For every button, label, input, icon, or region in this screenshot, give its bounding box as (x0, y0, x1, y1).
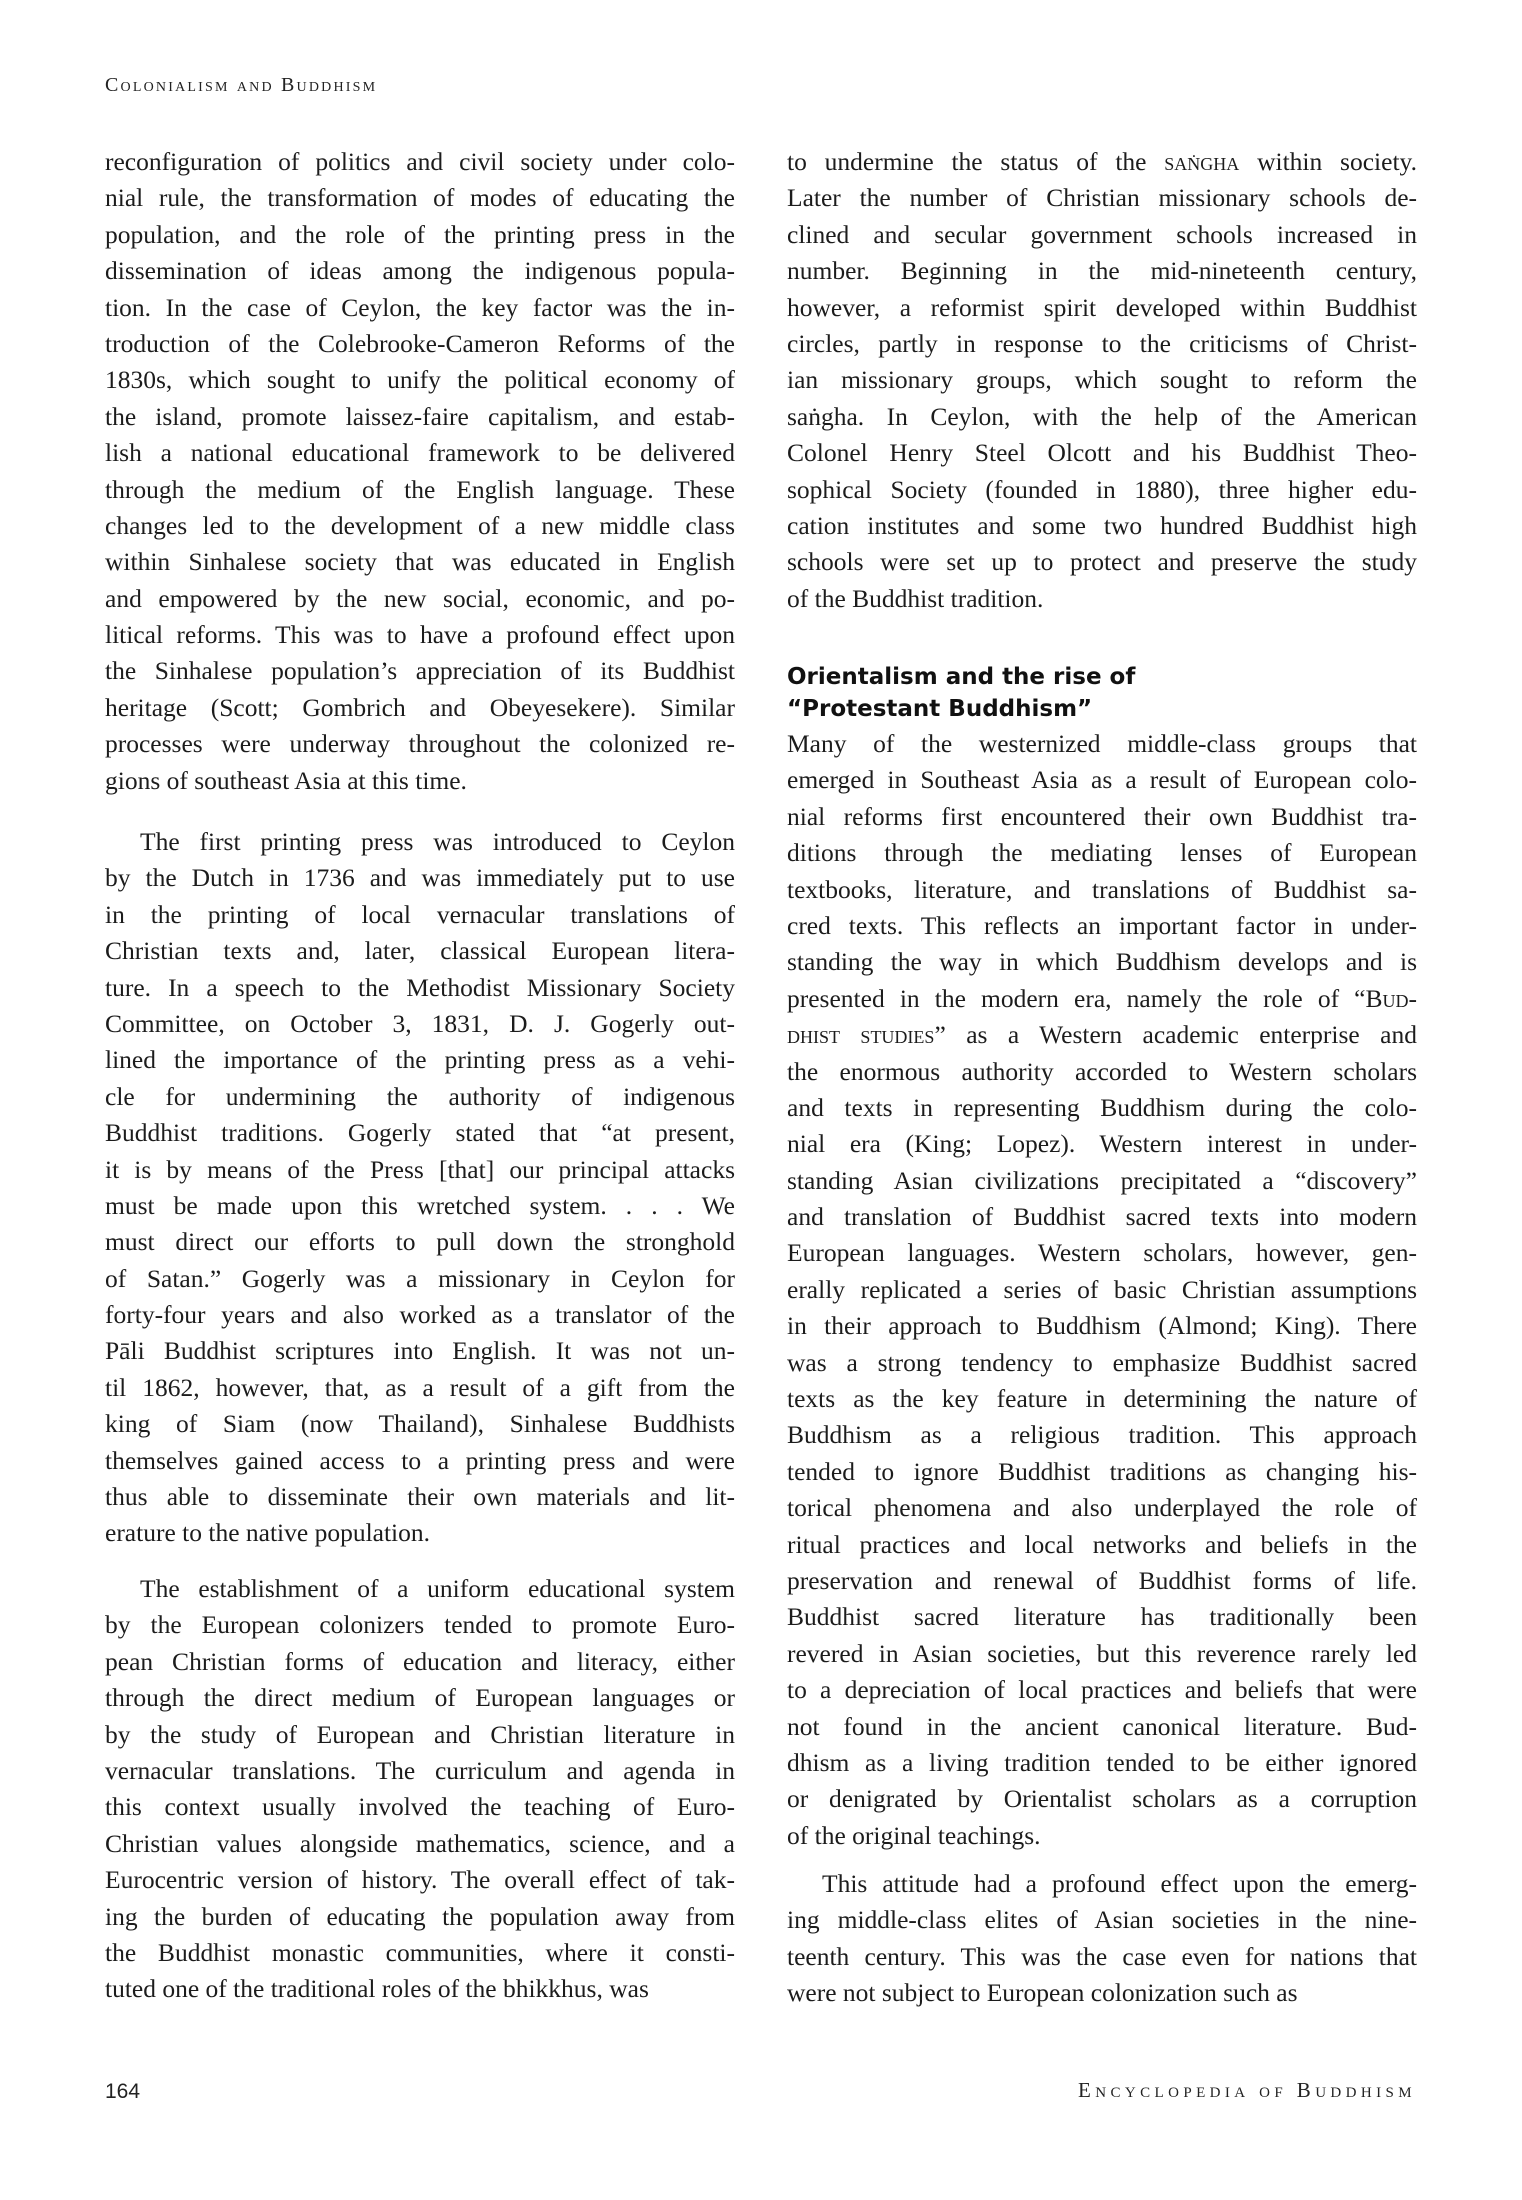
text-line: must be made upon this wretched system. . . . We (105, 1190, 735, 1220)
text-line: heritage (Scott; Gombrich and Obeyesekere). Similar (105, 692, 735, 722)
text-line: schools were set up to protect and preserve the study (787, 547, 1417, 577)
text-line: by the study of European and Christian literature in (105, 1719, 735, 1749)
text-line: dissemination of ideas among the indigenous popula- (105, 256, 735, 286)
text-line: through the medium of the English language. These (105, 474, 735, 504)
text-line: textbooks, literature, and translations of Buddhist sa- (787, 874, 1417, 904)
body-paragraph (787, 1866, 1417, 2012)
text-line: nial rule, the transformation of modes of educating the (105, 183, 735, 213)
text-line: number. Beginning in the mid-nineteenth century, (787, 256, 1417, 286)
text-line: revered in Asian societies, but this reverence rarely led (787, 1638, 1417, 1668)
text-line: to a depreciation of local practices and beliefs that were (787, 1675, 1417, 1705)
text-line: Later the number of Christian missionary schools de- (787, 183, 1417, 213)
text-line: reconfiguration of politics and civil society under colo- (105, 147, 735, 176)
text-line: presented in the modern era, namely the role of “Bud- (787, 983, 1417, 1013)
text-line: of the original teachings. (787, 1820, 1041, 1850)
text-line: lined the importance of the printing press as a vehi- (105, 1045, 735, 1075)
text-line: the Sinhalese population’s appreciation of its Buddhist (105, 656, 735, 686)
cross-reference: dhist studies (787, 1020, 935, 1050)
text-line: by the European colonizers tended to promote Euro- (105, 1610, 735, 1640)
text-line: Eurocentric version of history. The overall effect of tak- (105, 1865, 735, 1895)
text-line: not found in the ancient canonical literature. Bud- (787, 1711, 1417, 1741)
text-line: in the printing of local vernacular translations of (105, 899, 735, 929)
text-line: or denigrated by Orientalist scholars as a corruption (787, 1784, 1417, 1814)
text-line: torical phenomena and also underplayed the role of (787, 1493, 1417, 1523)
text-line: of the Buddhist tradition. (787, 583, 1044, 613)
text-line: ing the burden of educating the population away from (105, 1901, 735, 1931)
text-line: texts as the key feature in determining the nature of (787, 1384, 1417, 1414)
text-line: sophical Society (founded in 1880), three higher edu- (787, 474, 1417, 504)
text-line: this context usually involved the teaching of Euro- (105, 1792, 735, 1822)
text-line: ritual practices and local networks and beliefs in the (787, 1529, 1417, 1559)
page-number: 164 (105, 2080, 141, 2103)
text-line: tion. In the case of Ceylon, the key factor was the in- (105, 292, 735, 322)
text-line: the Buddhist monastic communities, where it consti- (105, 1937, 735, 1967)
text-line: This attitude had a profound effect upon the emerg- (822, 1869, 1417, 1898)
body-paragraph (787, 726, 1417, 1854)
text-line: the island, promote laissez-faire capitalism, and estab- (105, 401, 735, 431)
running-foot-title: Encyclopedia of Buddhism (1078, 2078, 1416, 2102)
running-head: Colonialism and Buddhism (105, 74, 378, 96)
text-line: standing Asian civilizations precipitated a “discovery” (787, 1165, 1417, 1195)
text-line: of Satan.” Gogerly was a missionary in Ceylon for (105, 1263, 735, 1293)
text-line: ditions through the mediating lenses of European (787, 838, 1417, 868)
text-line: European languages. Western scholars, however, gen- (787, 1238, 1417, 1268)
text-line: forty-four years and also worked as a translator of the (105, 1300, 735, 1330)
text-line: Colonel Henry Steel Olcott and his Buddhist Theo- (787, 438, 1417, 468)
text-line: king of Siam (now Thailand), Sinhalese Buddhists (105, 1409, 735, 1439)
text-line: preservation and renewal of Buddhist forms of life. (787, 1565, 1417, 1595)
text-line: ture. In a speech to the Methodist Missionary Society (105, 972, 735, 1002)
text-line: Many of the westernized middle-class groups that (787, 729, 1417, 758)
text-line: troduction of the Colebrooke-Cameron Reforms of the (105, 328, 735, 358)
text-line: erally replicated a series of basic Christian assumptions (787, 1274, 1417, 1304)
text-line: vernacular translations. The curriculum and agenda in (105, 1755, 735, 1785)
text-line: 1830s, which sought to unify the political economy of (105, 365, 735, 395)
text-line: processes were underway throughout the colonized re- (105, 729, 735, 759)
text-line: it is by means of the Press [that] our principal attacks (105, 1154, 735, 1184)
text-line: emerged in Southeast Asia as a result of European colo- (787, 765, 1417, 795)
text-line: pean Christian forms of education and literacy, either (105, 1646, 735, 1676)
section-heading (787, 661, 1417, 725)
text-line: changes led to the development of a new middle class (105, 510, 735, 540)
text-line: and empowered by the new social, economic, and po- (105, 583, 735, 613)
text-line: Committee, on October 3, 1831, D. J. Gogerly out- (105, 1008, 735, 1038)
cross-reference: saṅgha (1164, 147, 1240, 176)
text-line: Christian texts and, later, classical European litera- (105, 936, 735, 966)
text-line: within Sinhalese society that was educated in English (105, 547, 735, 577)
text-line: was a strong tendency to emphasize Buddhist sacred (787, 1347, 1417, 1377)
body-paragraph (105, 1571, 735, 2008)
text-line: tuted one of the traditional roles of the bhikkhus, was (105, 1974, 649, 2004)
text-line: ian missionary groups, which sought to reform the (787, 365, 1417, 395)
body-paragraph (787, 144, 1417, 617)
text-line: ing middle-class elites of Asian societies in the nine- (787, 1905, 1417, 1935)
section-heading-line: Orientalism and the rise of (787, 664, 1136, 690)
text-line: thus able to disseminate their own materials and lit- (105, 1482, 735, 1512)
text-line: cred texts. This reflects an important factor in under- (787, 910, 1417, 940)
text-line: tended to ignore Buddhist traditions as changing his- (787, 1456, 1417, 1486)
text-line: however, a reformist spirit developed within Buddhist (787, 292, 1417, 322)
text-line: and translation of Buddhist sacred texts into modern (787, 1202, 1417, 1232)
text-line: themselves gained access to a printing press and were (105, 1445, 735, 1475)
text-line: population, and the role of the printing press in the (105, 219, 735, 249)
text-line: nial era (King; Lopez). Western interest in under- (787, 1129, 1417, 1159)
text-line: til 1862, however, that, as a result of a gift from the (105, 1372, 735, 1402)
text-line: Buddhist traditions. Gogerly stated that “at present, (105, 1118, 735, 1148)
text-line: The first printing press was introduced to Ceylon (140, 827, 735, 856)
section-heading-line: “Protestant Buddhism” (787, 696, 1093, 722)
body-paragraph (105, 824, 735, 1552)
cross-reference: Bud- (1365, 983, 1417, 1013)
text-line: dhism as a living tradition tended to be either ignored (787, 1747, 1417, 1777)
text-line: saṅgha. In Ceylon, with the help of the American (787, 401, 1417, 431)
text-line: and texts in representing Buddhism during the colo- (787, 1092, 1417, 1122)
text-line: Pāli Buddhist scriptures into English. It was not un- (105, 1336, 735, 1366)
text-line: cle for undermining the authority of indigenous (105, 1081, 735, 1111)
text-line: Christian values alongside mathematics, science, and a (105, 1828, 735, 1858)
text-line: gions of southeast Asia at this time. (105, 765, 467, 795)
text-line: dhist studies” as a Western academic enterprise and (787, 1020, 1417, 1050)
text-line: lish a national educational framework to be delivered (105, 438, 735, 468)
text-line: standing the way in which Buddhism develops and is (787, 947, 1417, 977)
text-line: nial reforms first encountered their own Buddhist tra- (787, 801, 1417, 831)
text-line: The establishment of a uniform educational system (140, 1574, 735, 1603)
text-line: the enormous authority accorded to Western scholars (787, 1056, 1417, 1086)
text-line: clined and secular government schools increased in (787, 219, 1417, 249)
text-line: litical reforms. This was to have a profound effect upon (105, 620, 735, 650)
text-line: erature to the native population. (105, 1518, 431, 1548)
text-line: must direct our efforts to pull down the stronghold (105, 1227, 735, 1257)
text-line: to undermine the status of the saṅgha within society. (787, 147, 1418, 176)
text-line: through the direct medium of European languages or (105, 1683, 735, 1713)
text-line: Buddhism as a religious tradition. This approach (787, 1420, 1417, 1450)
text-line: cation institutes and some two hundred Buddhist high (787, 510, 1417, 540)
text-line: were not subject to European colonization such as (787, 1978, 1298, 2008)
body-paragraph (105, 144, 735, 799)
text-line: Buddhist sacred literature has traditionally been (787, 1602, 1417, 1632)
text-line: circles, partly in response to the criticisms of Christ- (787, 328, 1417, 358)
text-line: by the Dutch in 1736 and was immediately put to use (105, 863, 735, 893)
text-line: in their approach to Buddhism (Almond; King). There (787, 1311, 1417, 1341)
text-line: teenth century. This was the case even for nations that (787, 1941, 1417, 1971)
